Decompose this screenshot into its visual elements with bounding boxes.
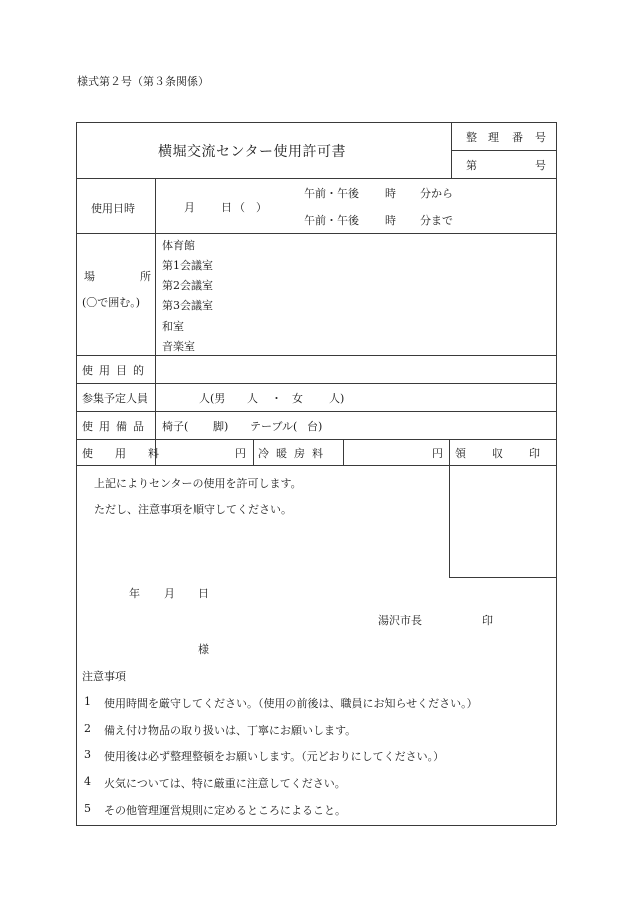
note-number: 4 [84,775,91,788]
note-number: 2 [84,722,91,735]
from-minute: 分から [420,187,453,200]
place-option[interactable]: 体育館 [162,239,195,252]
note-text: 使用時間を厳守してください。（使用の前後は、職員にお知らせください。） [104,697,478,710]
note-text: 備え付け物品の取り扱いは、丁寧にお願いします。 [104,724,357,737]
permission-line-2: ただし、注意事項を順守してください。 [94,503,292,516]
place-note: (〇で囲む。) [82,296,141,309]
to-ampm: 午前・午後 [304,214,359,227]
tables-label: テーブル( [250,420,298,433]
place-option[interactable]: 和室 [162,320,184,333]
receipt-seal-label: 領収印 [455,447,566,460]
registry-no-label: 第 [466,159,477,172]
place-label-right: 所 [140,270,151,283]
place-option[interactable]: 音楽室 [162,340,195,353]
from-hour: 時 [385,187,396,200]
usage-datetime-label: 使用日時 [91,202,135,215]
registry-no-suffix: 号 [535,159,546,172]
issue-month-label: 月 [164,587,175,600]
tables-unit: 台) [307,420,323,433]
mayor-title: 湯沢市長 [378,614,422,627]
form-number: 様式第２号（第３条関係） [77,75,209,88]
attendees-dot: ・ [271,392,282,405]
purpose-field[interactable] [160,358,552,380]
notes-heading: 注意事項 [82,670,126,683]
permission-line-1: 上記によりセンターの使用を許可します。 [94,477,302,490]
note-number: 5 [84,802,91,815]
place-option[interactable]: 第3会議室 [162,299,213,312]
note-number: 1 [84,695,91,708]
attendees-female-unit: 人) [329,392,345,405]
ac-fee-label: 冷暖房料 [258,447,330,460]
chairs-label: 椅子( [162,420,189,433]
addressee-suffix: 様 [198,643,209,656]
place-option[interactable]: 第2会議室 [162,279,213,292]
ac-fee-yen: 円 [432,447,443,460]
fee-yen: 円 [235,447,246,460]
note-text: その他管理運営規則に定めるところによること。 [104,804,346,817]
note-number: 3 [84,748,91,761]
attendees-female: 女 [292,392,303,405]
attendees-label: 参集予定人員 [82,392,148,405]
usage-month-label: 月 [184,201,195,214]
attendees-total: 人(男 [199,392,226,405]
equipment-label: 使用備品 [82,420,150,433]
place-option[interactable]: 第1会議室 [162,259,213,272]
chairs-unit: 脚) [213,420,229,433]
purpose-label: 使用目的 [82,364,150,377]
to-minute: 分まで [420,214,453,227]
issue-year-label: 年 [129,587,140,600]
fee-label: 使用料 [82,447,181,460]
note-text: 使用後は必ず整理整頓をお願いします。（元どおりにしてください。） [104,750,445,763]
place-label-left: 場 [84,270,95,283]
attendees-male-unit: 人 [247,392,258,405]
from-ampm: 午前・午後 [304,187,359,200]
issue-day-label: 日 [198,587,209,600]
note-text: 火気については、特に厳重に注意してください。 [104,777,346,790]
mayor-seal: 印 [482,614,493,627]
usage-weekday-label: （ ） [234,201,267,214]
form-title: 横堀交流センター使用許可書 [158,144,346,160]
to-hour: 時 [385,214,396,227]
usage-day-label: 日 [221,201,232,214]
